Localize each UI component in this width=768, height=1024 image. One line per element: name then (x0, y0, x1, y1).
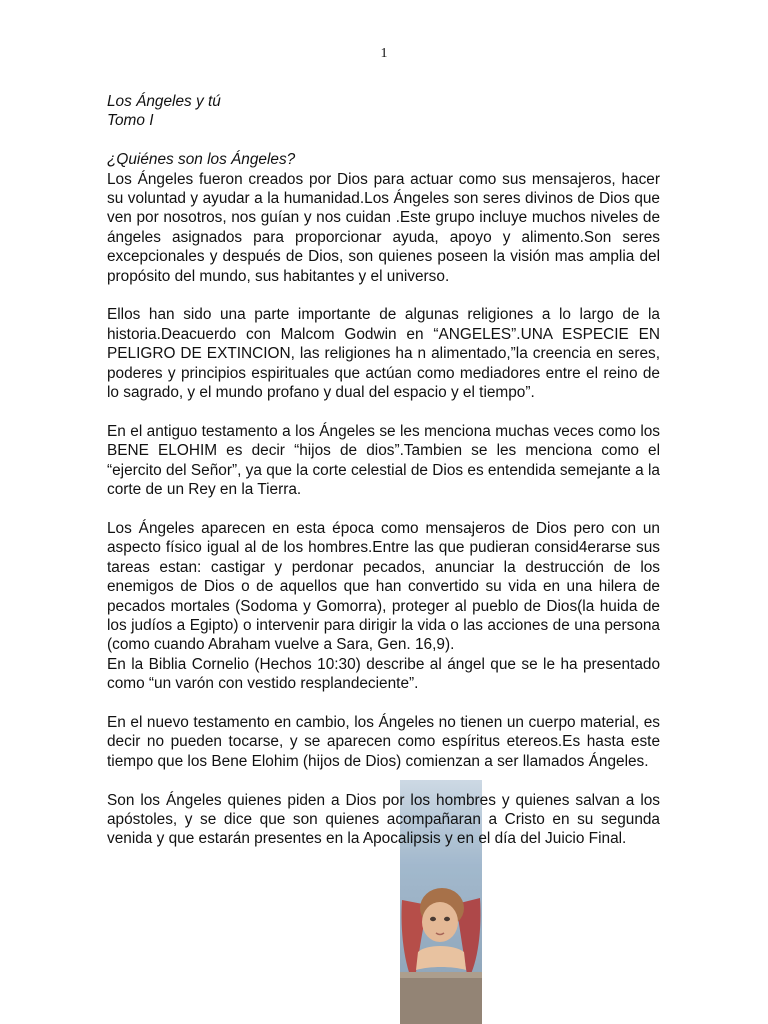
volume-label: Tomo I (107, 112, 154, 130)
page-number: 1 (380, 46, 388, 61)
spacer (107, 286, 660, 305)
spacer (107, 131, 660, 150)
spacer (107, 402, 660, 421)
paragraph-3: En el antiguo testamento a los Ángeles se les menciona muchas veces como los BENE ELOHIM es decir “hijos de dios”.Tambien se les menciona como el “ejercito del Señor”, ya que la corte celestial de Dios es entendida semejante a la corte de un Rey en la Tierra. (107, 422, 660, 499)
paragraph-2: Ellos han sido una parte importante de algunas religiones a lo largo de la historia.Deacuerdo con Malcom Godwin en “ANGELES”.UNA ESPECIE EN PELIGRO DE EXTINCION, las religiones ha n alimentado,”la creencia en seres, poderes y principios espirituales que actúan como mediadores entre el reino de lo sagrado, y el mundo profano y dual del espacio y el tiempo”. (107, 306, 660, 402)
paragraph-4: Los Ángeles aparecen en esta época como mensajeros de Dios pero con un aspecto físico igual al de los hombres.Entre las que pudieran consid4erarse sus tareas estan: castigar y perdonar pecados, anunciar la destrucción de los enemigos de Dios o de aquellos que han convertido su vida en una hilera de pecados mortales (Sodoma y Gomorra), proteger al pueblo de Dios(la huida de los judíos a Egipto) o intervenir para dirigir la vida o las acciones de una persona (como cuando Abraham vuelve a Sara, Gen. 16,9). (107, 519, 660, 654)
paragraph-6: En el nuevo testamento en cambio, los Ángeles no tienen un cuerpo material, es decir no pueden tocarse, y se aparecen como espíritus etereos.Es hasta este tiempo que los Bene Elohim (hijos de Dios) comienzan a ser llamados Ángeles. (107, 713, 660, 770)
spacer (107, 499, 660, 518)
paragraph-5: En la Biblia Cornelio (Hechos 10:30) describe al ángel que se le ha presentado como “un varón con vestido resplandeciente”. (107, 655, 660, 693)
spacer (107, 694, 660, 713)
document-body (107, 92, 660, 849)
paragraph-1: Los Ángeles fueron creados por Dios para actuar como sus mensajeros, hacer su voluntad y ayudar a la humanidad.Los Ángeles son seres divinos de Dios que ven por nosotros, nos guían y nos cuidan .Este grupo incluye muchos niveles de ángeles asignados para proporcionar ayuda, apoyo y alimento.Son seres excepcionales y después de Dios, son quienes poseen la visión mas amplia del propósito del mundo, sus habitantes y el universo. (107, 170, 660, 285)
paragraph-7: Son los Ángeles quienes piden a Dios por los hombres y quienes salvan a los apóstoles, y se dice que son quienes acompañaran a Cristo en su segunda venida y que estarán presentes en la Apocalipsis y en el día del Juicio Final. (107, 791, 660, 848)
spacer (107, 771, 660, 790)
section-question: ¿Quiénes son los Ángeles? (107, 151, 296, 169)
book-title: Los Ángeles y tú (107, 93, 221, 110)
